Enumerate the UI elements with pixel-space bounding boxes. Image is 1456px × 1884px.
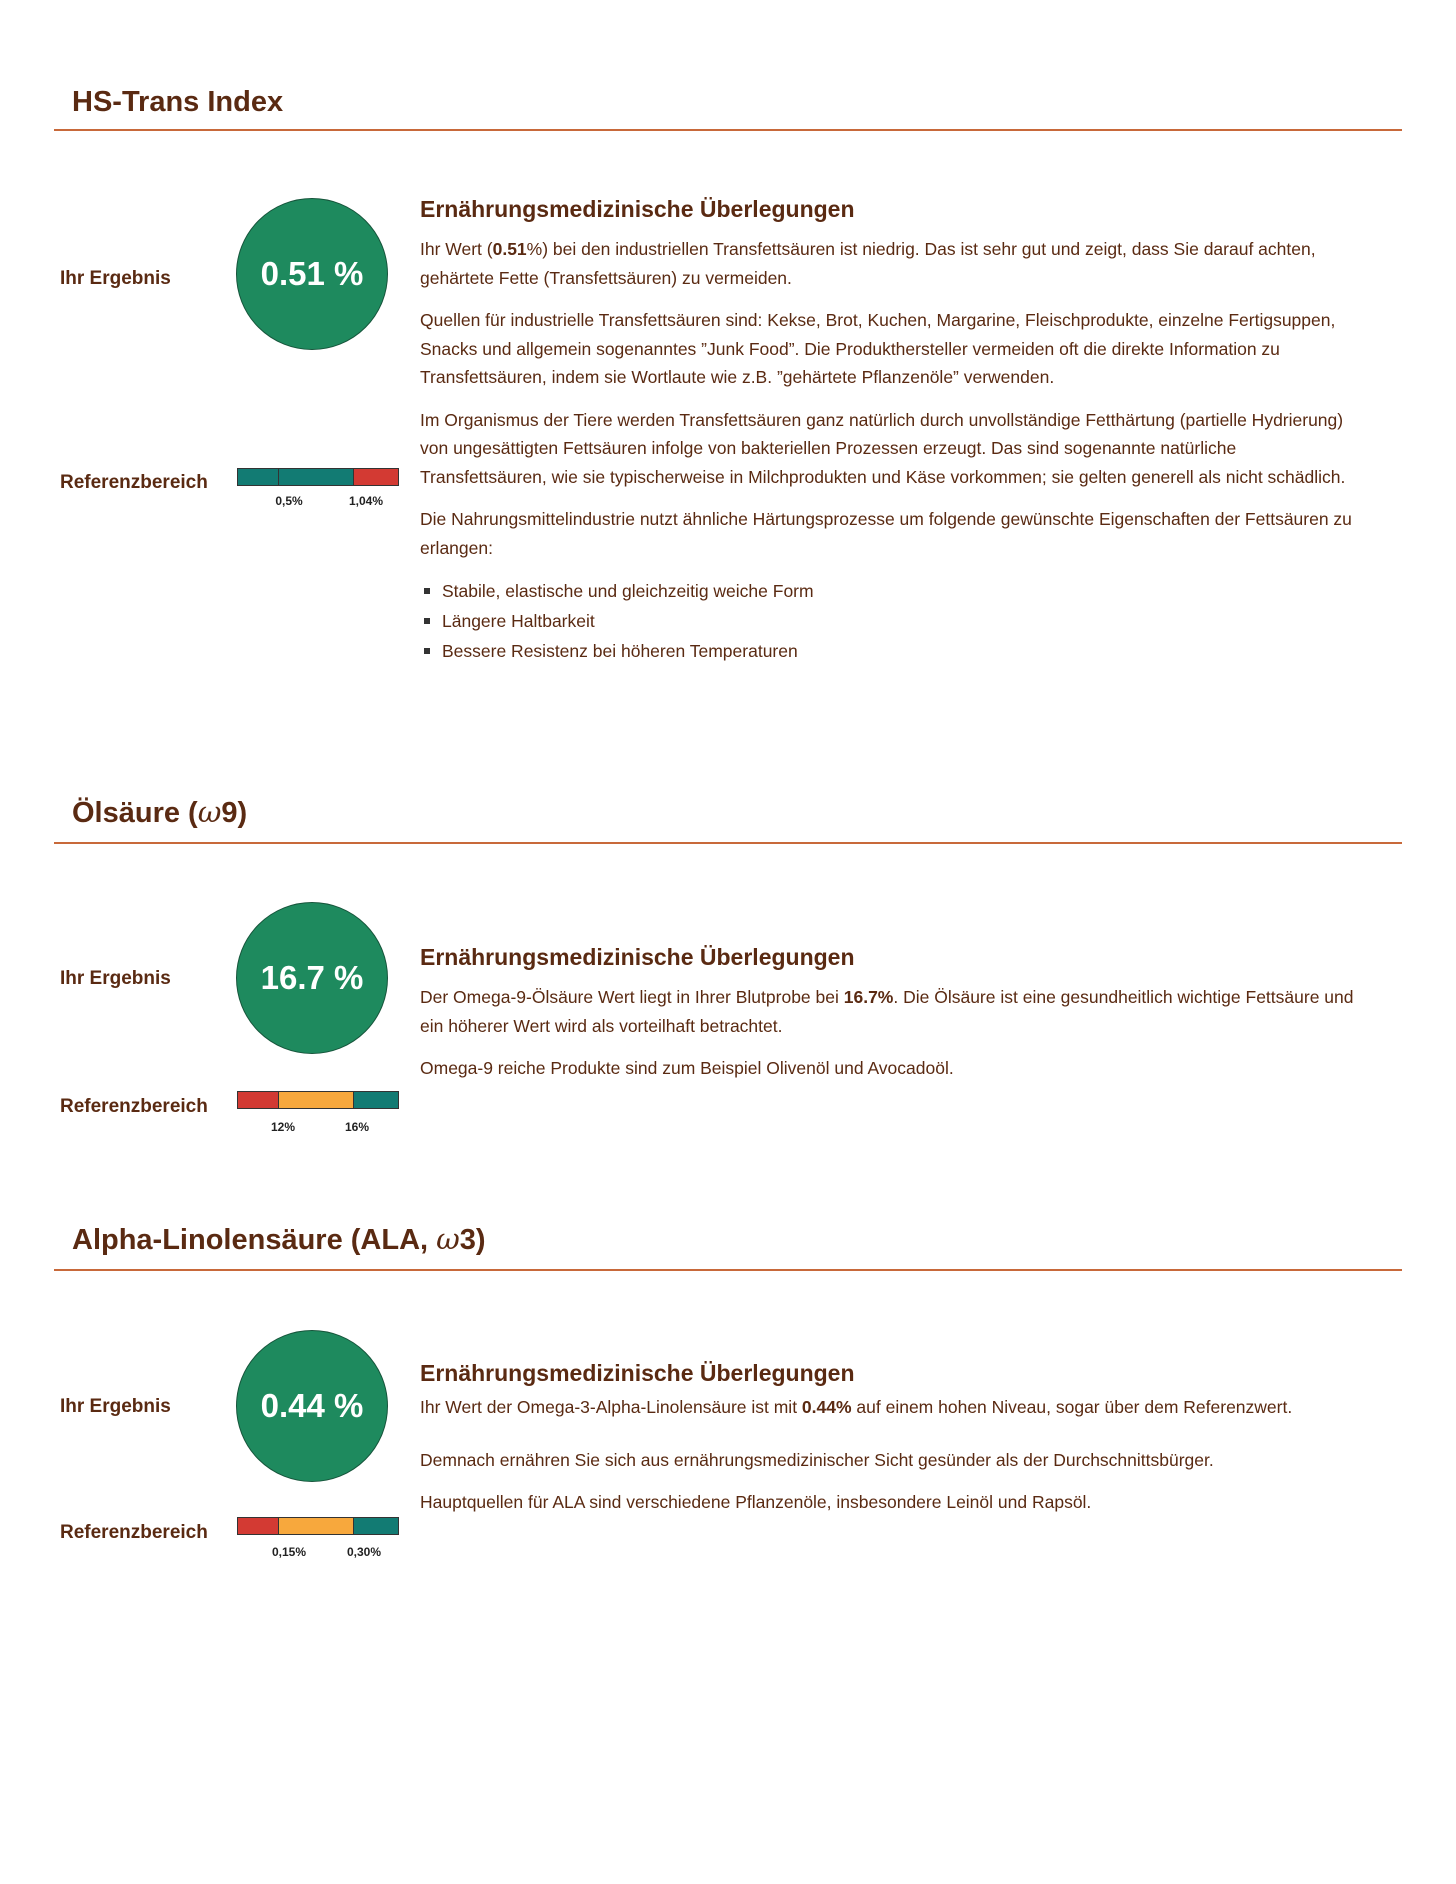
paragraph: Quellen für industrielle Transfettsäuren sind: Kekse, Brot, Kuchen, Margarine, Fleischprodukte, einzelne Fertigsuppen, Snacks und allgemein sogenanntes ”Junk Food”. Die Produkthersteller vermeiden oft die direkte Information zu Transfettsäuren, indem sie Wortlaute wie z.B. ”gehärtete Pflanzenöle” verwenden.	[420, 310, 1336, 387]
reference-segment-mid	[278, 1518, 353, 1534]
paragraph-value: 16.7%	[843, 987, 894, 1007]
reference-label: Referenzbereich	[60, 1522, 208, 1543]
paragraph: Demnach ernähren Sie sich aus ernährungsmedizinischer Sicht gesünder als der Durchschnittsbürger.	[420, 1449, 1214, 1470]
result-circle	[236, 1330, 388, 1482]
paragraph: Im Organismus der Tiere werden Transfettsäuren ganz natürlich durch unvollständige Fetthärtung (partielle Hydrierung) von ungesättigten Fettsäuren infolge von bakteriellen Prozessen erzeugt. Das sind sogenannte natürliche Transfettsäuren, wie sie typischerweise in Milchprodukten und Käse vorkommen; sie gelten generell als nicht schädlich.	[420, 409, 1346, 487]
reference-segment-mid	[278, 469, 353, 485]
paragraph-value: 0.51	[492, 239, 527, 259]
list-item: Längere Haltbarkeit	[420, 606, 1360, 636]
reference-segment-high	[353, 1092, 398, 1108]
considerations-heading: Ernährungsmedizinische Überlegungen	[420, 196, 855, 222]
section-title-text: Alpha-Linolensäure (ALA,	[72, 1224, 437, 1256]
reference-tick-high: 16%	[344, 1120, 370, 1134]
bullet-list	[420, 576, 1360, 666]
paragraph-value: 0.44%	[801, 1397, 852, 1417]
section-title	[72, 86, 283, 119]
considerations	[420, 1360, 1360, 1531]
reference-segment-high	[353, 1518, 398, 1534]
reference-segment-mid	[278, 1092, 353, 1108]
paragraph-text: Ihr Wert der Omega-3-Alpha-Linolensäure ist mit	[420, 1397, 802, 1417]
considerations	[420, 196, 1360, 666]
section-divider	[54, 842, 1402, 844]
omega-symbol: ω	[197, 795, 222, 829]
paragraph: Omega-9 reiche Produkte sind zum Beispiel Olivenöl und Avocadoöl.	[420, 1058, 954, 1078]
section-title-suffix: 3)	[459, 1224, 486, 1256]
paragraph	[420, 983, 1360, 1040]
reference-tick-high: 1,04%	[348, 494, 384, 508]
section-title	[72, 795, 247, 830]
reference-bar	[237, 1517, 399, 1535]
omega-symbol: ω	[436, 1222, 460, 1256]
reference-segment-low	[238, 469, 278, 485]
result-circle	[236, 902, 388, 1054]
reference-segment-high	[353, 469, 398, 485]
section-divider	[54, 129, 1402, 131]
result-value: 0.44 %	[260, 1387, 364, 1424]
list-item: Stabile, elastische und gleichzeitig weiche Form	[420, 576, 1360, 606]
considerations-heading: Ernährungsmedizinische Überlegungen	[420, 944, 855, 970]
reference-tick-low: 0,5%	[275, 494, 303, 508]
section-title-text: Ölsäure (	[72, 797, 198, 829]
paragraph	[420, 235, 1360, 292]
result-label: Ihr Ergebnis	[60, 968, 171, 989]
result-label: Ihr Ergebnis	[60, 268, 171, 289]
paragraph-text: auf einem hohen Niveau, sogar über dem Referenzwert.	[851, 1397, 1293, 1417]
reference-bar	[237, 1091, 399, 1109]
section-divider	[54, 1269, 1402, 1271]
section-title	[72, 1222, 486, 1257]
reference-tick-high: 0,30%	[346, 1545, 382, 1559]
result-value: 16.7 %	[260, 959, 364, 996]
paragraph-text: %) bei den industriellen Transfettsäuren ist niedrig. Das ist sehr gut und zeigt, dass Sie darauf achten, gehärtete Fette (Transfettsäuren) zu vermeiden.	[420, 239, 1316, 288]
result-label: Ihr Ergebnis	[60, 1396, 171, 1417]
reference-bar	[237, 468, 399, 486]
paragraph: Die Nahrungsmittelindustrie nutzt ähnliche Härtungsprozesse um folgende gewünschte Eigenschaften der Fettsäuren zu erlangen:	[420, 509, 1352, 558]
paragraph	[420, 1393, 1360, 1422]
list-item: Bessere Resistenz bei höheren Temperaturen	[420, 636, 1360, 666]
reference-label: Referenzbereich	[60, 1096, 208, 1117]
paragraph-text: . Die Ölsäure ist eine gesundheitlich wichtige Fettsäure und ein höherer Wert wird als vorteilhaft betrachtet.	[420, 987, 1354, 1036]
result-value: 0.51 %	[260, 255, 364, 292]
reference-segment-low	[238, 1518, 278, 1534]
paragraph-text: Ihr Wert (	[420, 239, 493, 259]
reference-tick-low: 12%	[270, 1120, 296, 1134]
reference-label: Referenzbereich	[60, 472, 208, 493]
section-title-suffix: 9)	[221, 797, 248, 829]
result-circle	[236, 198, 388, 350]
reference-segment-low	[238, 1092, 278, 1108]
section-title-text: HS-Trans Index	[72, 86, 284, 118]
considerations	[420, 944, 1360, 1097]
considerations-heading: Ernährungsmedizinische Überlegungen	[420, 1360, 855, 1386]
paragraph-text: Der Omega-9-Ölsäure Wert liegt in Ihrer Blutprobe bei	[420, 987, 844, 1007]
paragraph: Hauptquellen für ALA sind verschiedene Pflanzenöle, insbesondere Leinöl und Rapsöl.	[420, 1492, 1092, 1512]
reference-tick-low: 0,15%	[271, 1545, 307, 1559]
